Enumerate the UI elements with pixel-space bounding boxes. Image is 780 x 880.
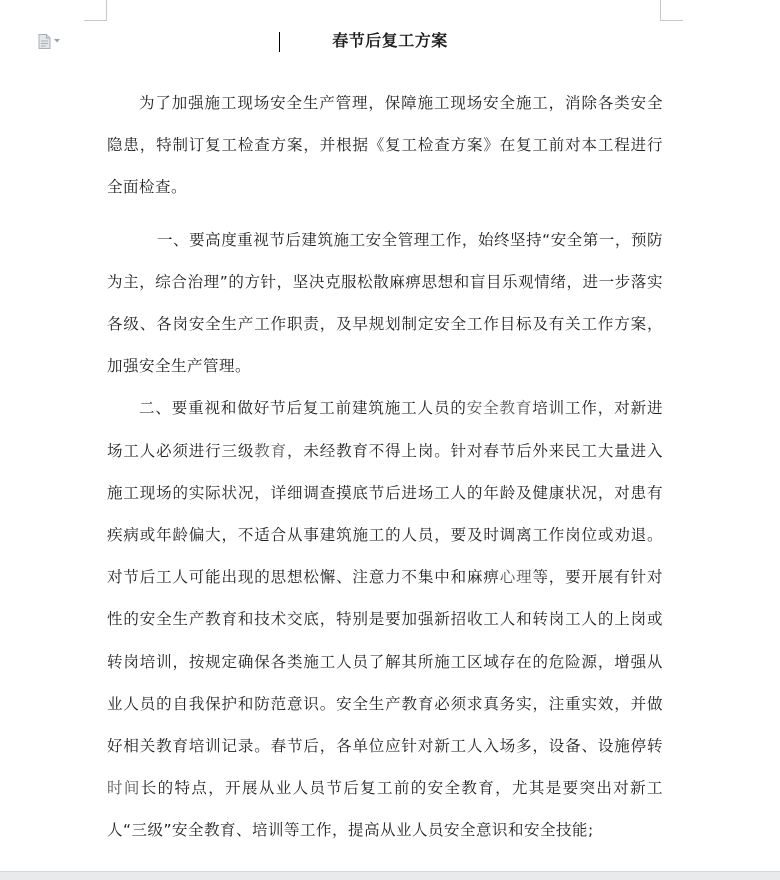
document-title[interactable]: 春节后复工方案 xyxy=(332,31,448,50)
paragraph-text: 培训工作，对新进场工人必须进行三级 xyxy=(107,399,663,460)
page-bottom-edge xyxy=(0,871,780,880)
paragraph-text: 长的特点，开展从业人员节后复工前的安全教育，尤其是要突出对新工人“三级”安全教育、培训等工作，提高从业人员安全意识和安全技能; xyxy=(107,779,663,840)
paragraph-item-1[interactable]: 一、要高度重视节后建筑施工安全管理工作，始终坚持“安全第一，预防为主，综合治理”的方针，坚决克服松散麻痹思想和盲目乐观情绪，进一步落实各级、各岗安全生产工作职责，及早规划制定安全工作目标及有关工作方案，加强安全生产管理。 xyxy=(107,230,663,376)
document-body[interactable] xyxy=(107,82,663,852)
paragraph-intro[interactable]: 为了加强施工现场安全生产管理，保障施工现场安全施工，消除各类安全隐患，特制订复工检查方案，并根据《复工检查方案》在复工前对本工程进行全面检查。 xyxy=(107,94,663,197)
paragraph-text: ，未经教育不得上岗。针对春节后外来民工大量进入施工现场的实际状况，详细调查摸底节后进场工人的年龄及健康状况，对患有疾病或年龄偏大，不适合从事建筑施工的人员，要及时调离工作岗位或劝退。对节后工人可能出现的思想松懈、注意力不集中和麻痹 xyxy=(107,441,663,587)
paragraph-text: 二、要重视和做好节后复工前建筑施工人员的 xyxy=(139,399,467,418)
crop-mark-top-left xyxy=(84,0,107,21)
highlighted-term: 心理 xyxy=(499,568,533,587)
highlighted-term: 安全教育 xyxy=(466,399,533,418)
crop-mark-top-right xyxy=(660,0,683,21)
paragraph-text: 等，要开展有针对性的安全生产教育和技术交底，特别是要加强新招收工人和转岗工人的上岗或转岗培训，按规定确保各类施工人员了解其所施工区域存在的危险源，增强从业人员的自我保护和防范意识。安全生产教育必须求真务实，注重实效，并做好相关教育培训记录。春节后，各单位应针对新工人入场多，设备、设施停转 xyxy=(107,568,663,756)
highlighted-term: 时间 xyxy=(107,779,141,798)
paragraph-item-2[interactable] xyxy=(107,387,663,851)
highlighted-term: 教育 xyxy=(254,441,287,460)
